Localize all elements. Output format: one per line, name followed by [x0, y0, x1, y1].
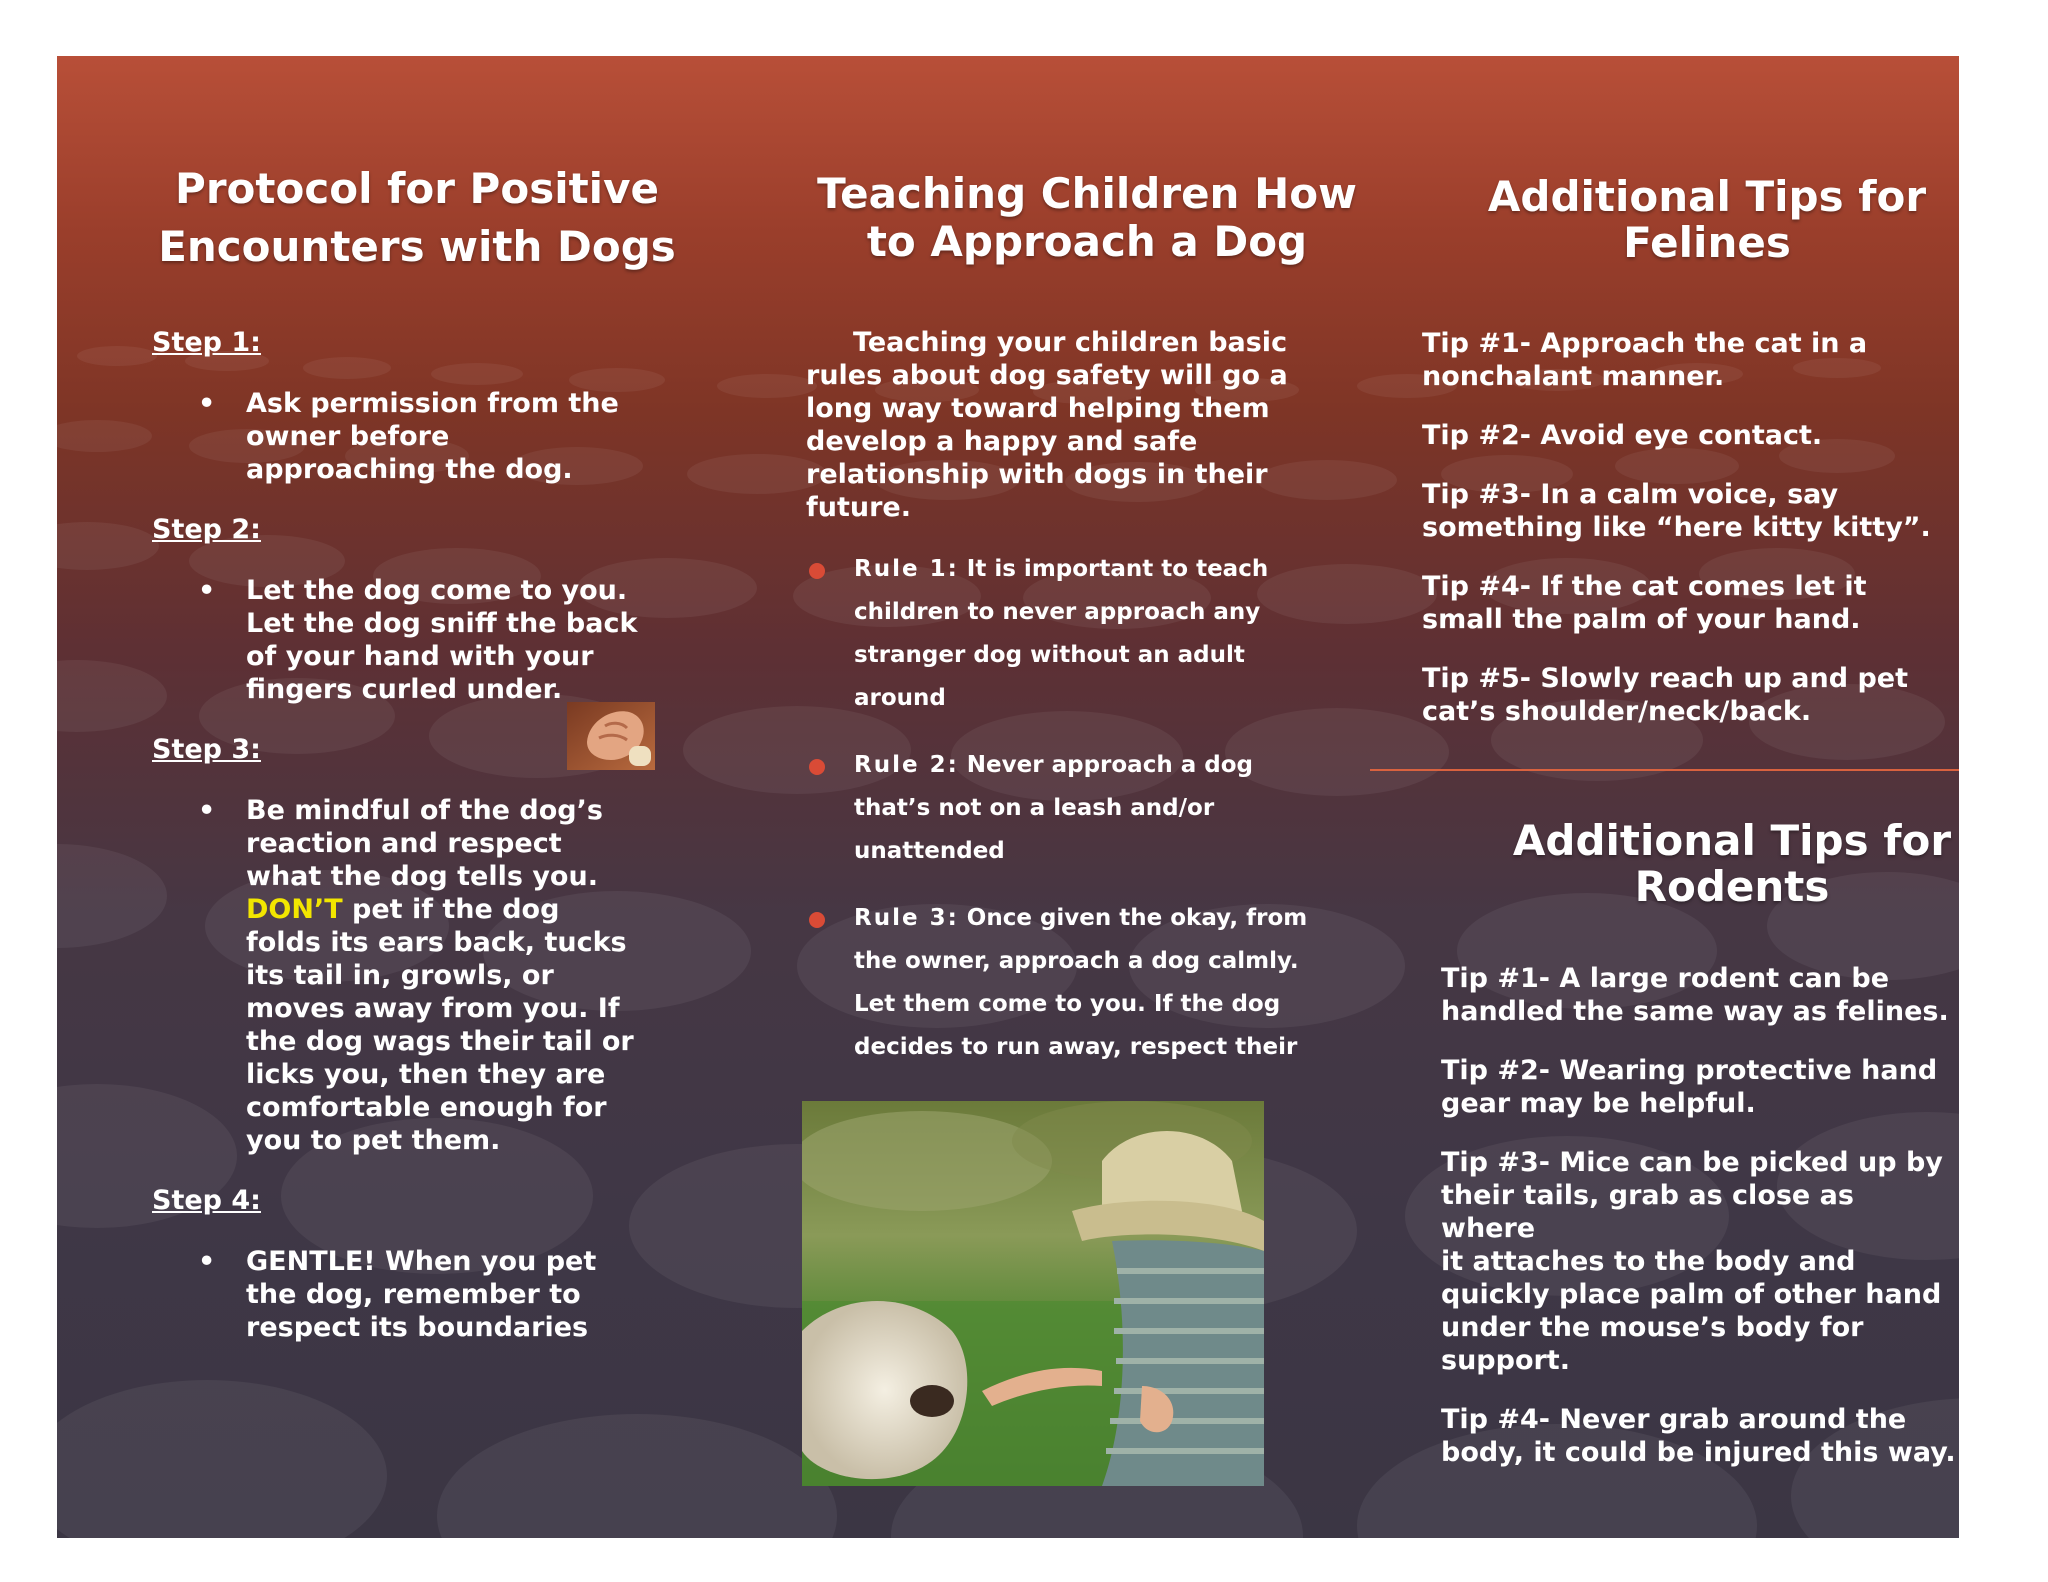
step-label: Step 4: — [152, 1185, 261, 1216]
hand-photo — [567, 702, 655, 770]
felines-title: Additional Tips for Felines — [1487, 172, 1927, 267]
rodents-title: Additional Tips for Rodents — [1512, 816, 1952, 911]
step-label: Step 1: — [152, 327, 261, 358]
bullet-icon: • — [198, 1246, 216, 1277]
rule-item: Rule 1: It is important to teach children to never approach any stranger dog without an adult around — [806, 548, 1366, 720]
step-label: Step 3: — [152, 734, 261, 765]
column-teaching-children — [797, 170, 1377, 266]
teaching-children-title: Teaching Children How to Approach a Dog — [817, 169, 1357, 266]
rule-label: Rule 2: — [854, 752, 959, 778]
felines-tips — [1422, 327, 1952, 728]
step-bullet: • GENTLE! When you pet the dog, remember to respect its boundaries — [198, 1246, 597, 1343]
rodent-tip: Tip #3- Mice can be picked up by their tails, grab as close as where it attaches to the body and quickly place palm of other hand under the mouse’s body for support. — [1441, 1147, 1943, 1376]
column-dog-protocol — [117, 160, 717, 276]
rule-label: Rule 1: — [854, 556, 959, 582]
bullet-icon: • — [198, 795, 216, 826]
rodent-tip: Tip #1- A large rodent can be handled the same way as felines. — [1441, 963, 1949, 1027]
rule-item: Rule 3: Once given the okay, from the owner, approach a dog calmly. Let them come to you. If the dog decides to run away, respect their — [806, 897, 1366, 1069]
rodent-tip: Tip #4- Never grab around the body, it could be injured this way. — [1441, 1404, 1956, 1468]
step-bullet: • Ask permission from the owner before approaching the dog. — [198, 388, 619, 485]
feline-tip: Tip #3- In a calm voice, say something like “here kitty kitty”. — [1422, 479, 1931, 543]
column-felines — [1447, 174, 1959, 266]
rule-label: Rule 3: — [854, 905, 959, 931]
bullet-icon: • — [198, 388, 216, 419]
step-bullet: • Be mindful of the dog’s reaction and respect what the dog tells you. DON’T pet if the dog folds its ears back, tucks its tail in, growls, or moves away from you. If the dog wags their tail or licks you, then they are comfortable enough for you to pet them. — [198, 795, 634, 1156]
teaching-intro: Teaching your children basic rules about dog safety will go a long way toward helping them develop a happy and safe relationship with dogs in their future. — [806, 327, 1288, 523]
feline-tip: Tip #1- Approach the cat in a nonchalant manner. — [1422, 328, 1868, 392]
rule-item: Rule 2: Never approach a dog that’s not on a leash and/or unattended — [806, 744, 1366, 873]
steps-list — [152, 326, 712, 1344]
dont-warning: DON’T — [246, 894, 343, 925]
rodent-tip: Tip #2- Wearing protective hand gear may be helpful. — [1441, 1055, 1938, 1119]
dog-protocol-title: Protocol for Positive Encounters with Dogs — [158, 164, 676, 271]
rule-bullet-icon — [809, 912, 825, 928]
column-rodents — [1472, 818, 1959, 910]
feline-tip: Tip #4- If the cat comes let it small the palm of your hand. — [1422, 571, 1867, 635]
rodents-tips — [1441, 962, 1956, 1469]
step-label: Step 2: — [152, 514, 261, 545]
feline-tip: Tip #5- Slowly reach up and pet cat’s shoulder/neck/back. — [1422, 663, 1908, 727]
brochure-panel — [57, 56, 1959, 1538]
section-divider — [1370, 769, 1959, 771]
rule-bullet-icon — [809, 563, 825, 579]
feline-tip: Tip #2- Avoid eye contact. — [1422, 420, 1823, 451]
bullet-icon: • — [198, 575, 216, 606]
rule-bullet-icon — [809, 759, 825, 775]
step-bullet: • Let the dog come to you. Let the dog sniff the back of your hand with your fingers curled under. — [198, 575, 638, 705]
rules-list — [806, 548, 1366, 1069]
child-with-dog-photo — [802, 1101, 1264, 1486]
